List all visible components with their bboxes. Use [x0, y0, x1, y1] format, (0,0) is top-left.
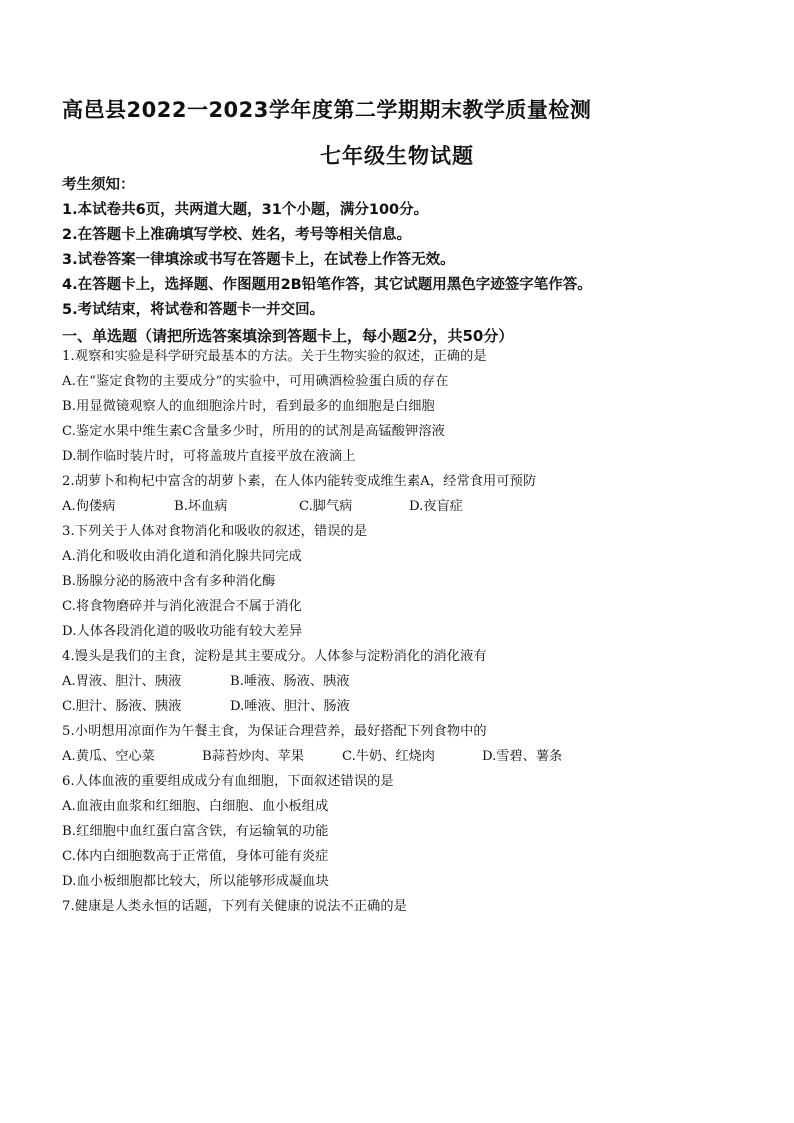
notice-item-1: 1.本试卷共6页，共两道大题，31个小题，满分100分。	[62, 202, 429, 218]
question-4-option-a: A.胃液、胆汁、胰液	[62, 674, 182, 689]
question-1-stem: 1.观察和实验是科学研究最基本的方法。关于生物实验的叙述，正确的是	[62, 349, 487, 364]
question-5-option-d: D.雪碧、薯条	[482, 749, 563, 764]
question-4-stem: 4.馒头是我们的主食，淀粉是其主要成分。人体参与淀粉消化的消化液有	[62, 649, 487, 664]
question-1-option-b: B.用显微镜观察人的血细胞涂片时，看到最多的血细胞是白细胞	[62, 399, 435, 414]
question-5-option-a: A.黄瓜、空心菜	[62, 749, 155, 764]
question-6-option-c: C.体内白细胞数高于正常值，身体可能有炎症	[62, 849, 329, 864]
question-6-stem: 6.人体血液的重要组成成分有血细胞，下面叙述错误的是	[62, 774, 394, 789]
question-7-stem: 7.健康是人类永恒的话题，下列有关健康的说法不正确的是	[62, 899, 407, 914]
notice-item-3: 3.试卷答案一律填涂或书写在答题卡上，在试卷上作答无效。	[62, 252, 455, 268]
question-1-option-a: A.在“鉴定食物的主要成分”的实验中，可用碘酒检验蛋白质的存在	[62, 374, 449, 389]
question-3-option-c: C.将食物磨碎并与消化液混合不属于消化	[62, 599, 302, 614]
question-2-option-c: C.脚气病	[299, 499, 353, 514]
question-3-stem: 3.下列关于人体对食物消化和吸收的叙述，错误的是	[62, 524, 368, 539]
question-3-option-a: A.消化和吸收由消化道和消化腺共同完成	[62, 549, 302, 564]
question-list	[62, 344, 762, 919]
question-3-option-b: B.肠腺分泌的肠液中含有多种消化酶	[62, 574, 276, 589]
candidate-notice	[62, 173, 762, 349]
notice-item-4: 4.在答题卡上，选择题、作图题用2B铅笔作答，其它试题用黑色字迹签字笔作答。	[62, 277, 592, 293]
notice-item-2: 2.在答题卡上准确填写学校、姓名，考号等相关信息。	[62, 227, 412, 243]
question-4-options-row-2	[62, 694, 762, 719]
question-2-option-b: B.坏血病	[174, 499, 228, 514]
question-2-options	[62, 494, 762, 519]
question-5-option-c: C.牛奶、红烧肉	[342, 749, 435, 764]
section-heading: 一、单选题（请把所选答案填涂到答题卡上，每小题2分，共50分）	[62, 327, 514, 345]
question-2-stem: 2.胡萝卜和枸杞中富含的胡萝卜素，在人体内能转变成维生素A，经常食用可预防	[62, 474, 537, 489]
question-2-option-d: D.夜盲症	[409, 499, 463, 514]
question-1-option-c: C.鉴定水果中维生素C含量多少时，所用的的试剂是高锰酸钾溶液	[62, 424, 445, 439]
question-3-option-d: D.人体各段消化道的吸收功能有较大差异	[62, 624, 303, 639]
question-2-option-a: A.佝偻病	[62, 499, 116, 514]
question-6-option-d: D.血小板细胞都比较大，所以能够形成凝血块	[62, 874, 329, 889]
question-5-options	[62, 744, 762, 769]
exam-title: 高邑县2022一2023学年度第二学期期末教学质量检测	[62, 98, 592, 122]
question-4-option-c: C.胆汁、肠液、胰液	[62, 699, 182, 714]
question-1-option-d: D.制作临时装片时，可将盖玻片直接平放在液滴上	[62, 449, 356, 464]
question-4-options-row-1	[62, 669, 762, 694]
question-6-option-a: A.血液由血浆和红细胞、白细胞、血小板组成	[62, 799, 329, 814]
exam-subtitle: 七年级生物试题	[320, 144, 474, 168]
question-5-stem: 5.小明想用凉面作为午餐主食，为保证合理营养，最好搭配下列食物中的	[62, 724, 487, 739]
question-4-option-b: B.唾液、肠液、胰液	[230, 674, 350, 689]
notice-heading: 考生须知：	[62, 177, 135, 193]
question-4-option-d: D.唾液、胆汁、肠液	[230, 699, 350, 714]
question-5-option-b: B蒜苔炒肉、苹果	[202, 749, 305, 764]
question-6-option-b: B.红细胞中血红蛋白富含铁，有运输氧的功能	[62, 824, 329, 839]
notice-item-5: 5.考试结束，将试卷和答题卡一并交回。	[62, 302, 325, 318]
